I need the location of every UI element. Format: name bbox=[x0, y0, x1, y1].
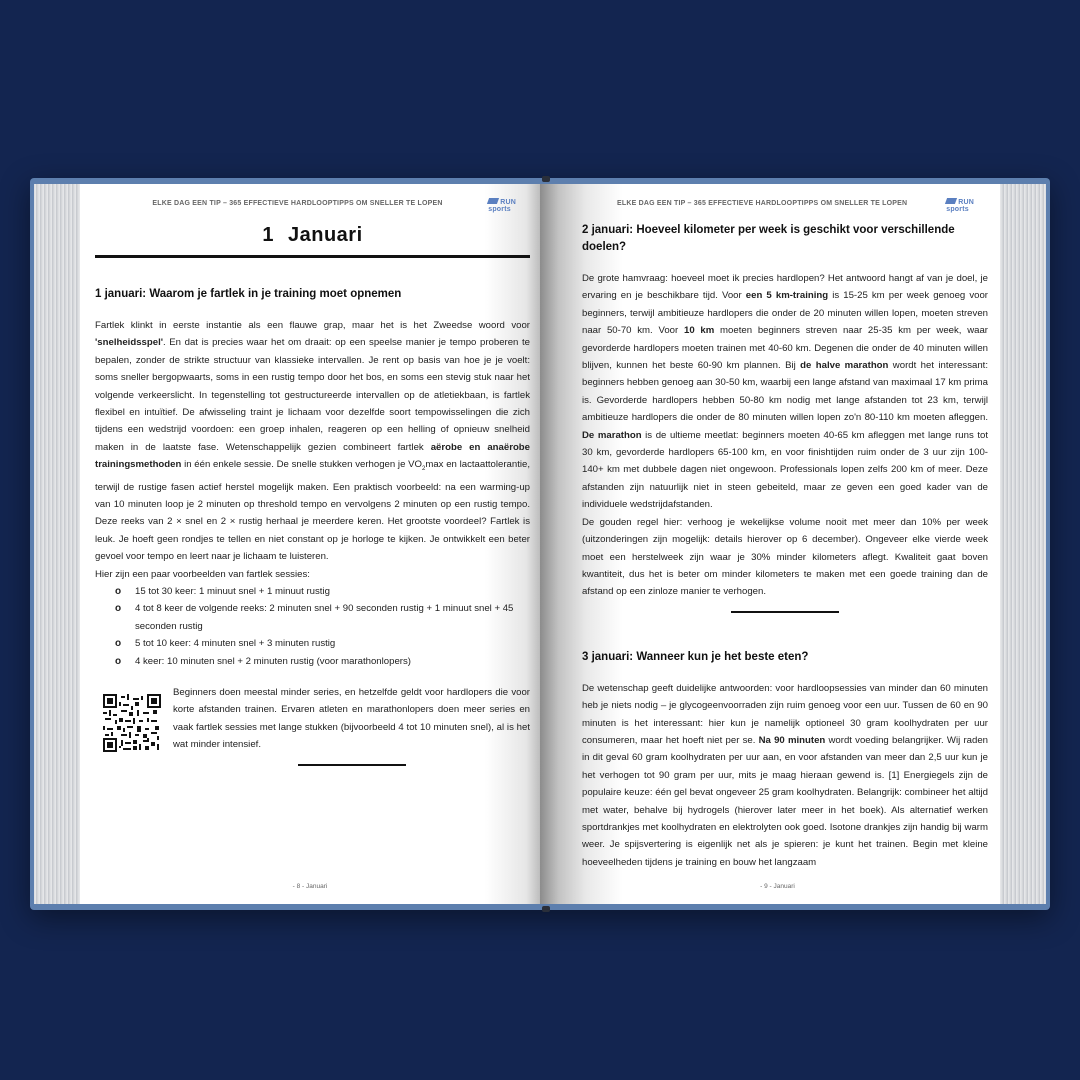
bold-term: 'snelheidsspel' bbox=[95, 337, 164, 349]
list-intro: Hier zijn een paar voorbeelden van fartlek sessies: bbox=[95, 568, 310, 580]
text-run: wordt voeding belangrijker. Wij raden in dit geval 60 gram koolhydraten per uur aan, en voor afstanden van meer dan 2,5 uur kun je het verhogen tot 90 gram per uur, mits je maag hieraan gewend is. [1] Energiegels zijn de populaire keuze: één gel bevat ongeveer 25 gram koolhydraten. Belangrijk: combineer het altijd met water, behalve bij hydrogels (hierover later meer in het boek). Als alternatief werken sportdrankjes met koolhydraten en elektrolyten ook goed. Isotone drankjes zijn handig bij warm weer. Je spijsvertering is eigenlijk net als je spieren: je kunt het trainen. Begin met kleine hoeveelheden tijdens je training en bouw het langzaam bbox=[582, 734, 988, 868]
chapter-number: 1 bbox=[262, 224, 274, 246]
bullet-icon: o bbox=[115, 655, 122, 667]
logo-mark-icon bbox=[487, 198, 499, 204]
logo-mark-icon bbox=[945, 198, 957, 204]
logo-top-text: RUN bbox=[958, 199, 974, 206]
page-edges-left bbox=[34, 184, 82, 904]
logo-bottom-text: sports bbox=[946, 206, 969, 213]
text-run: moeten beginners streven naar 25-35 km per week, waar gevorderde hardlopers moeten trainen met 40-60 km. Degenen die onder de 40 minuten willen blijven, kunnen het beste 60-90 km plannen. Bij bbox=[582, 325, 989, 372]
spine-clip-bottom bbox=[542, 906, 550, 912]
text-run: De grote hamvraag: hoeveel moet ik precies hardlopen? Het antwoord hangt af van je doel, je ervaring en je beschikbare tijd. Voor bbox=[582, 273, 988, 302]
text-run: . En dat is precies waar het om draait: op een speelse manier je tempo proberen te bepalen, zonder de strikte structuur van klassieke intervallen. Je rent op basis van hoe je je voelt: soms sneller bergopwaarts, soms in een rustig tempo door het bos, en soms een stevig stuk naar het volgende verkeerslicht. In tegenstelling tot gestructureerde intervallen op de atletiekbaan, is fartlek flexibel en intuïtief. De afwisseling traint je lichaam voor dezelfde soort tempowisselingen die zich tijdens een wedstrijd voordoen: een groep inhalen, reageren op een helling of opnieuw snelheid maken in de laatste fase. Wetenschappelijk gezien combineert fartlek bbox=[95, 337, 530, 453]
qr-code-icon[interactable] bbox=[103, 694, 161, 752]
section-divider bbox=[731, 611, 839, 613]
tip-heading-jan-2: 2 januari: Hoeveel kilometer per week is geschikt voor verschillende doelen? bbox=[582, 224, 955, 253]
chapter-title bbox=[95, 224, 530, 247]
bullet-icon: o bbox=[115, 603, 122, 615]
text-run: wordt het interessant: beginners hebben genoeg aan 30-50 km, waarbij een lange afstand van maximaal 17 km prima is. Gevorderde hardlopers hebben 50-80 km nodig met lange afstanden tot 23 km, terwijl ambitieuze hardlopers die onder de 80 minuten willen lopen zo'n 80-110 km moeten afleggen. bbox=[582, 360, 989, 424]
page-footer-left: - 8 - Januari bbox=[292, 883, 328, 890]
list-item bbox=[115, 583, 530, 600]
running-head bbox=[582, 198, 988, 214]
tip-paragraph-jan-1 bbox=[95, 317, 530, 566]
bold-term: een 5 km-training bbox=[745, 290, 829, 302]
brand-logo bbox=[488, 198, 516, 213]
section-divider bbox=[298, 764, 406, 766]
list-item-text: 4 keer: 10 minuten snel + 2 minuten rustig (voor marathonlopers) bbox=[135, 655, 411, 667]
running-head-text: ELKE DAG EEN TIP – 365 EFFECTIEVE HARDLOOPTIPPS OM SNELLER TE LOPEN bbox=[152, 200, 443, 207]
subscript: 2 bbox=[422, 466, 426, 473]
open-book bbox=[30, 178, 1050, 910]
logo-bottom-text: sports bbox=[488, 206, 511, 213]
qr-note-text bbox=[173, 684, 530, 766]
page-edges-right bbox=[998, 184, 1046, 904]
list-item-text: 5 tot 10 keer: 4 minuten snel + 3 minuten rustig bbox=[135, 638, 336, 650]
left-page bbox=[80, 184, 540, 904]
tip-heading-jan-3: 3 januari: Wanneer kun je het beste eten? bbox=[582, 650, 809, 663]
list-item-text: 4 tot 8 keer de volgende reeks: 2 minuten snel + 90 seconden rustig + 1 minuut snel + 45 seconden rustig bbox=[135, 603, 514, 632]
text-run: De wetenschap geeft duidelijke antwoorden: voor hardloopsessies van minder dan 60 minuten heb je niets nodig – je glycogeenvoorraden zijn ruim genoeg voor een uur. Tussen de 60 en 90 minuten is het interessant: hier kun je namelijk optioneel 30 gram koolhydraten per uur consumeren, maar het hoeft niet per se. bbox=[582, 682, 988, 746]
bullet-icon: o bbox=[115, 586, 122, 597]
text-run: in één enkele sessie. De snelle stukken verhogen je VO bbox=[181, 459, 422, 471]
right-page bbox=[540, 184, 1000, 904]
bold-term: Na 90 minuten bbox=[758, 734, 826, 746]
bold-term: aërobe en anaërobe trainingsmethoden bbox=[95, 441, 530, 471]
text-run: is de ultieme meetlat: beginners moeten 40-65 km afleggen met lange runs tot 30 km, gevorderde hardlopers 65-100 km, en voor finishtijden ruim onder de 3 uur zijn 100-140+ km met dubbele dagen niet ongewoon. Professionals lopen zelfs 200 km of meer. Deze afstanden zijn natuurlijk niet in steen gebeiteld, maar ze geven een goed kader van de individuele wedstrijdafstanden. bbox=[582, 429, 989, 511]
qr-paragraph: Beginners doen meestal minder series, en hetzelfde geldt voor hardlopers die voor korte afstanden trainen. Ervaren atleten en marathonlopers doen meer series en vaak fartlek sessies met lange stukken (bijvoorbeeld 4 tot 10 minuten snel), al is het wat minder intensief. bbox=[173, 687, 530, 751]
tip-paragraph-jan-2-rule: De gouden regel hier: verhoog je wekelijkse volume nooit met meer dan 10% per week (uitzonderingen zijn mogelijk: details hierover op 6 december). Ongeveer elke vierde week moet een herstelweek zijn waar je 30% minder kilometers aflegt. Kwaliteit gaat boven kwantiteit, dus het is beter om minder kilometers te maken met een goede training dan de afstand op een zinloze manier te verhogen. bbox=[582, 516, 988, 598]
list-item bbox=[115, 653, 530, 670]
chapter-name: Januari bbox=[287, 224, 363, 246]
bold-term: de halve marathon bbox=[800, 360, 889, 372]
bold-term: 10 km bbox=[683, 325, 715, 337]
qr-note-block bbox=[95, 684, 530, 766]
text-run: Fartlek klinkt in eerste instantie als een flauwe grap, maar het is het Zweedse woord voor bbox=[95, 320, 530, 331]
bullet-icon: o bbox=[115, 638, 122, 650]
running-head bbox=[95, 198, 530, 214]
page-footer-right: - 9 - Januari bbox=[760, 883, 795, 890]
logo-top-text: RUN bbox=[500, 199, 516, 206]
spine-clip-top bbox=[542, 176, 550, 182]
tip-paragraph-jan-3 bbox=[582, 680, 988, 871]
bold-term: De marathon bbox=[582, 429, 642, 441]
list-item bbox=[115, 635, 530, 652]
brand-logo bbox=[946, 198, 974, 213]
text-run: max en lactaattolerantie, terwijl de rustige fasen actief herstel mogelijk maken. Een praktisch voorbeeld: na een warming-up van 10 minuten loop je 2 minuten op threshold tempo en vervolgens 2 minuten op een rustig tempo. Deze reeks van 2 × snel en 2 × rustig herhaal je meerdere keren. Het grootste voordeel? Fartlek is leuk. Je hoeft geen rondjes te tellen en niet constant op je horloge te kijken. Je ontwikkelt een beter gevoel voor tempo en leert naar je lichaam te luisteren. bbox=[95, 459, 530, 563]
chapter-divider bbox=[95, 255, 530, 258]
list-item bbox=[115, 600, 530, 635]
tip-paragraph-jan-2 bbox=[582, 270, 988, 514]
text-run: is 15-25 km per week genoeg voor beginners, terwijl ambitieuze hardlopers die onder de 20 minuten willen lopen, moeten streven naar 50-70 km. Voor bbox=[582, 290, 989, 337]
running-head-text: ELKE DAG EEN TIP – 365 EFFECTIEVE HARDLOOPTIPPS OM SNELLER TE LOPEN bbox=[617, 200, 908, 207]
tip-heading-jan-1: 1 januari: Waarom je fartlek in je training moet opnemen bbox=[95, 288, 402, 300]
fartlek-sessions-list bbox=[115, 583, 530, 670]
list-item-text: 15 tot 30 keer: 1 minuut snel + 1 minuut rustig bbox=[135, 586, 330, 597]
